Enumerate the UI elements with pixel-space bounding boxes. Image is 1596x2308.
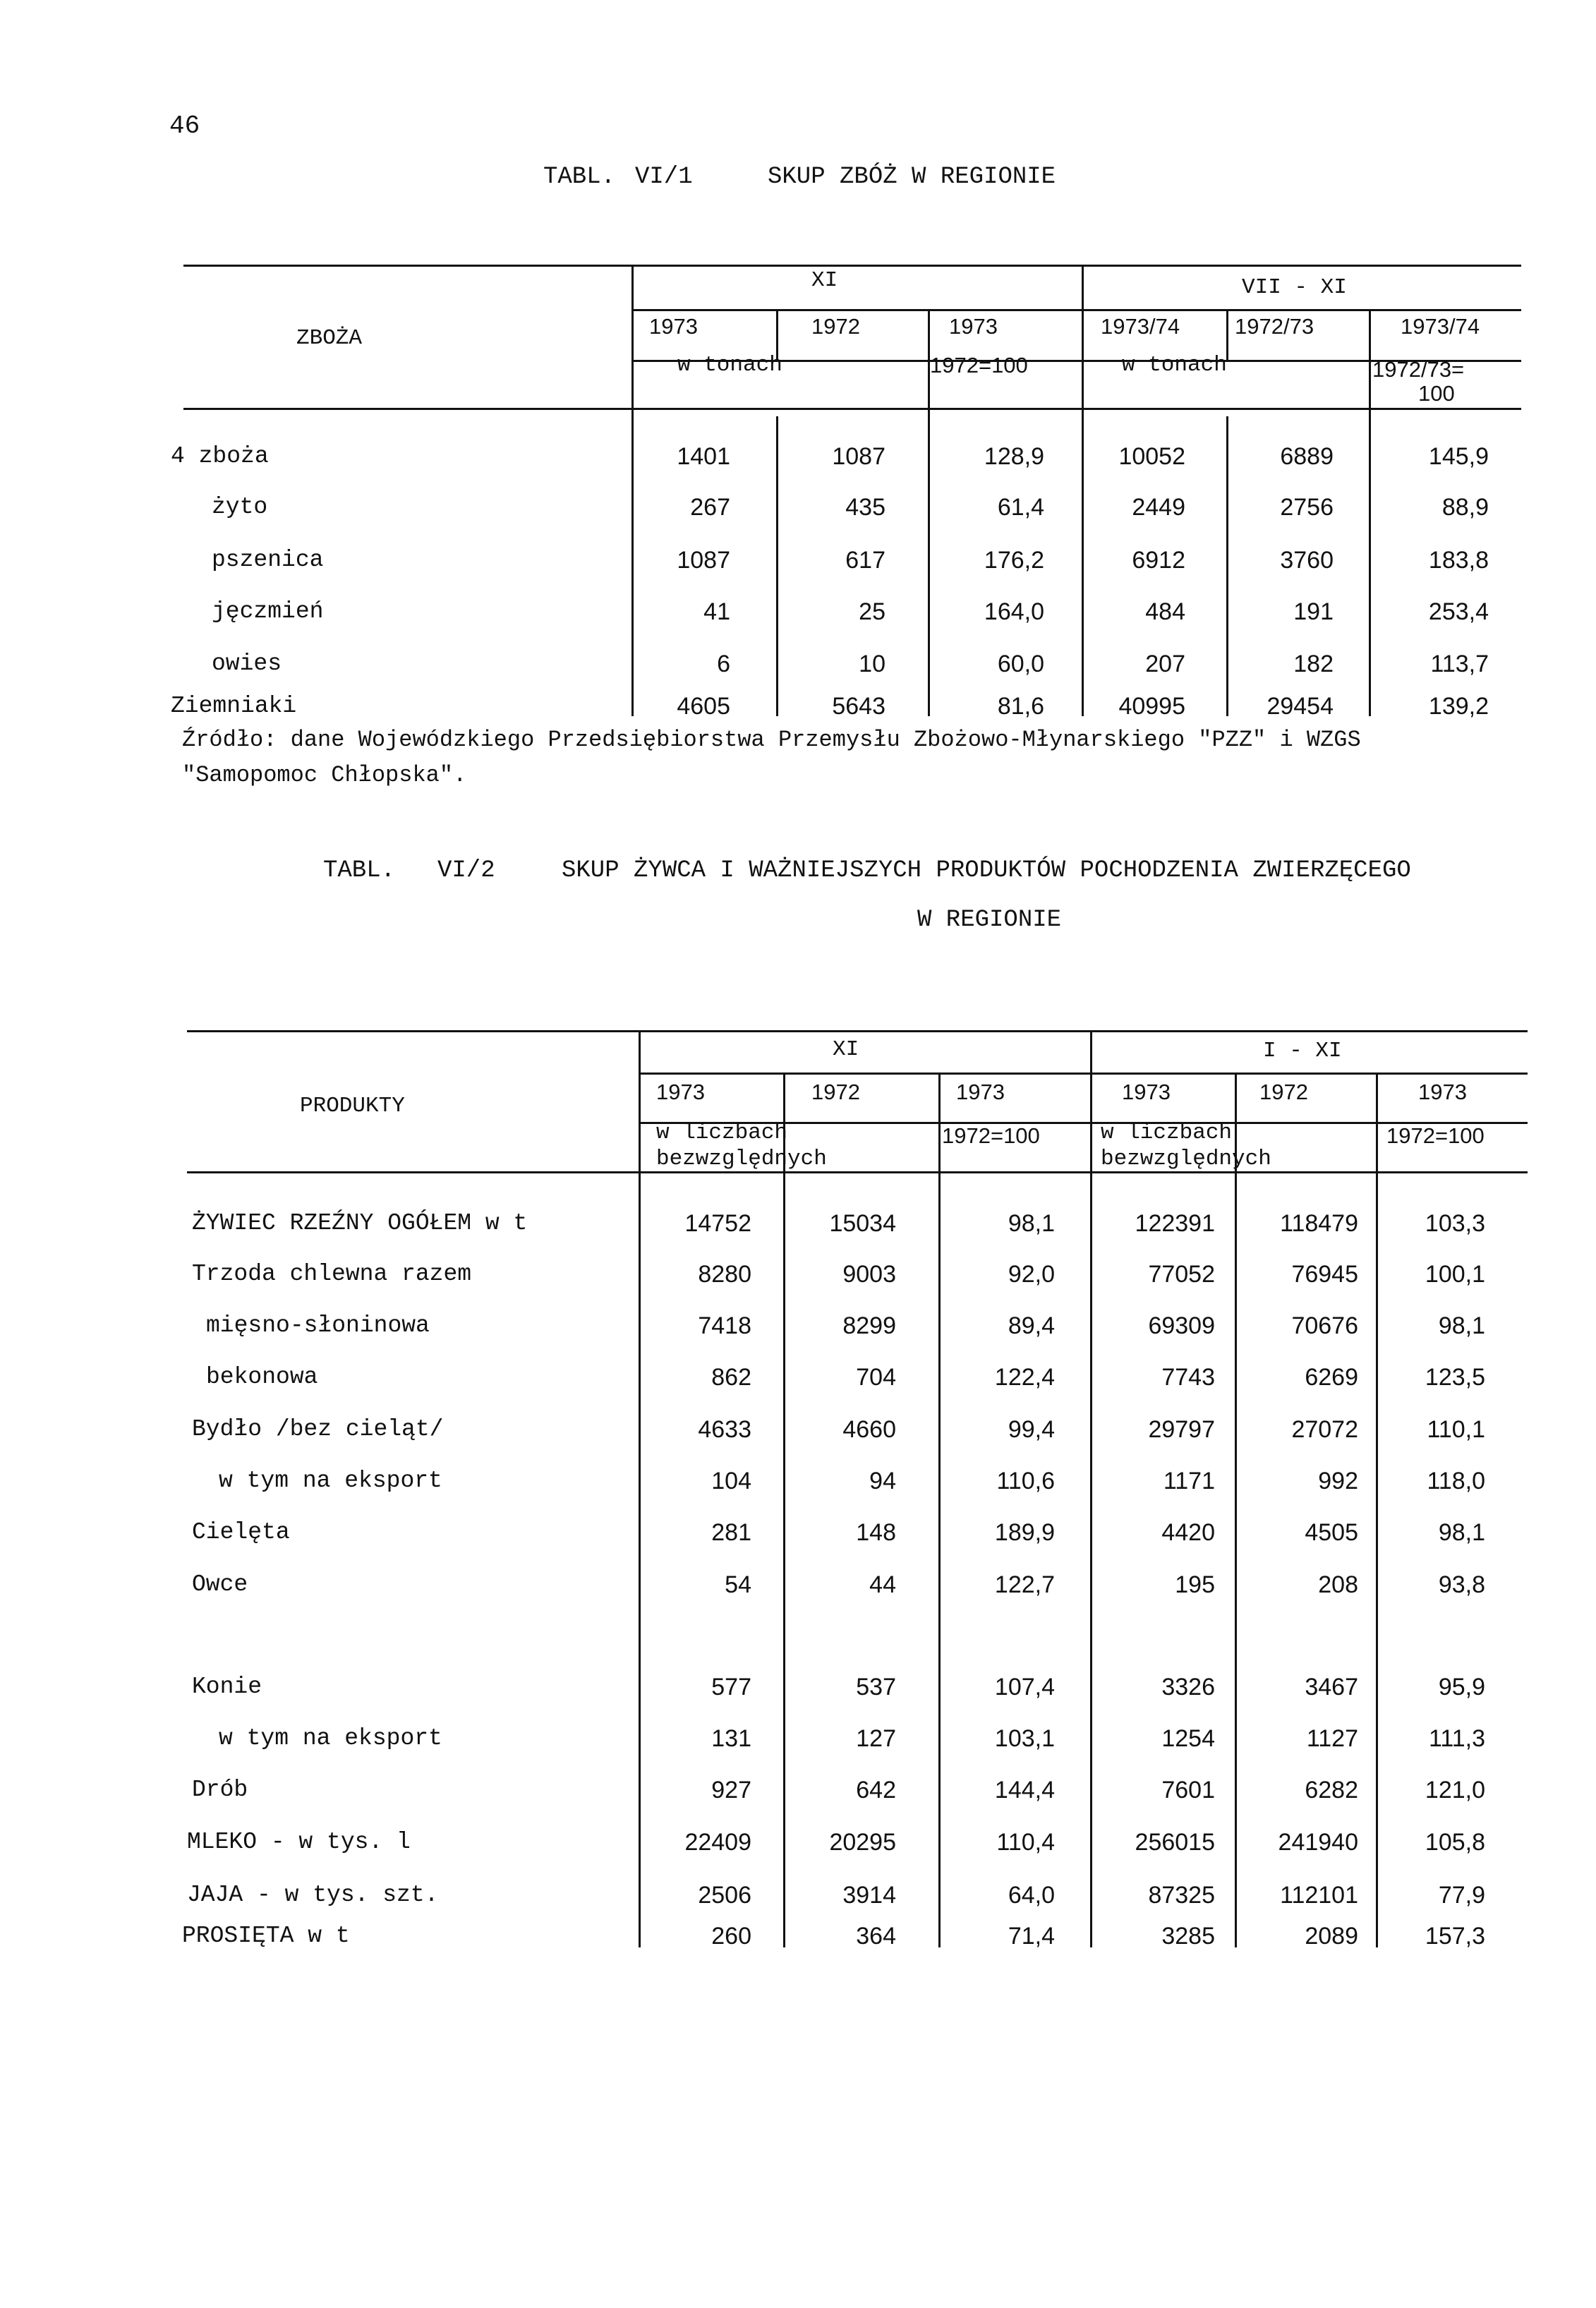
table1-cell: 3760 — [1280, 547, 1334, 574]
table2-year: 1973 — [956, 1080, 1005, 1104]
table2-year: 1972 — [811, 1080, 860, 1104]
table2-cell: 110,4 — [996, 1829, 1055, 1856]
table2-unit: w liczbach — [656, 1120, 788, 1145]
table1-cell: 191 — [1293, 598, 1334, 625]
table2-row-label: w tym na eksport — [219, 1725, 442, 1751]
table2-cell: 208 — [1318, 1571, 1358, 1598]
table1-unit: w tonach — [1122, 353, 1227, 377]
table2-cell: 107,4 — [994, 1674, 1055, 1700]
table2-col-divider — [1376, 1073, 1378, 1947]
table1-cell: 1087 — [677, 547, 730, 574]
table2-row-label: PROSIĘTA w t — [182, 1923, 350, 1949]
table1-cell: 164,0 — [984, 598, 1044, 625]
table2-cell: 4505 — [1305, 1519, 1358, 1546]
table2-cell: 71,4 — [1008, 1923, 1055, 1950]
table1-cell: 182 — [1293, 651, 1334, 677]
table2-cell: 6269 — [1305, 1364, 1358, 1391]
table1-cell: 176,2 — [984, 547, 1044, 574]
table2-cell: 20295 — [829, 1829, 896, 1856]
table2-cell: 3467 — [1305, 1674, 1358, 1700]
table1-cell: 6 — [717, 651, 730, 677]
table1-top-rule — [183, 265, 1521, 267]
table2-cell: 704 — [856, 1364, 896, 1391]
table1-row-label: jęczmień — [212, 598, 324, 624]
table1-cell: 145,9 — [1428, 443, 1489, 470]
table1-number: VI/1 — [635, 164, 693, 191]
table1-cell: 6889 — [1280, 443, 1334, 470]
table2-unit: w liczbach — [1101, 1120, 1233, 1145]
table2-cell: 77052 — [1148, 1261, 1215, 1288]
table2-cell: 122,7 — [994, 1571, 1055, 1598]
table1-col-divider — [776, 416, 778, 716]
table2-index: 1972=100 — [1386, 1123, 1485, 1148]
table2-cell: 122,4 — [994, 1364, 1055, 1391]
table2-cell: 29797 — [1148, 1416, 1215, 1443]
table1-index: 1972/73= — [1372, 357, 1465, 382]
table1-cell: 435 — [845, 494, 885, 521]
table2-row-label: MLEKO - w tys. l — [187, 1829, 411, 1855]
table2-cell: 93,8 — [1438, 1571, 1485, 1598]
table2-cell: 87325 — [1148, 1882, 1215, 1909]
table2-cell: 110,6 — [996, 1468, 1055, 1494]
table2-number: VI/2 — [437, 857, 495, 884]
table2-cell: 64,0 — [1008, 1882, 1055, 1909]
table2-cell: 27072 — [1291, 1416, 1358, 1443]
table2-cell: 98,1 — [1438, 1519, 1485, 1546]
table1-cell: 10 — [859, 651, 885, 677]
table2-cell: 77,9 — [1438, 1882, 1485, 1909]
table1-row-label: Ziemniaki — [171, 693, 297, 719]
table2-cell: 577 — [711, 1674, 751, 1700]
table1-cell: 128,9 — [984, 443, 1044, 470]
table2-row-label: Bydło /bez cieląt/ — [192, 1416, 444, 1442]
table2-cell: 95,9 — [1438, 1674, 1485, 1700]
table2-cell: 642 — [856, 1777, 896, 1803]
table2-year: 1973 — [656, 1080, 705, 1104]
table2-title: SKUP ŻYWCA I WAŻNIEJSZYCH PRODUKTÓW POCHODZENIA ZWIERZĘCEGO — [562, 857, 1411, 884]
table2-cell: 1127 — [1306, 1725, 1358, 1752]
table1-header-rule — [183, 408, 1521, 410]
table1-row-label: pszenica — [212, 547, 324, 573]
table1-source: "Samopomoc Chłopska". — [182, 762, 467, 788]
table2-row-label: ŻYWIEC RZEŹNY OGÓŁEM w t — [192, 1210, 528, 1236]
table1-year: 1973 — [949, 314, 998, 339]
table2-cell: 157,3 — [1425, 1923, 1485, 1950]
table2-title-line2: W REGIONIE — [917, 907, 1062, 934]
table2-row-label: bekonowa — [206, 1364, 318, 1390]
table1-cell: 267 — [690, 494, 730, 521]
table2-col-divider — [783, 1073, 785, 1947]
table2-cell: 6282 — [1305, 1777, 1358, 1803]
table2-cell: 927 — [711, 1777, 751, 1803]
table2-cell: 9003 — [842, 1261, 896, 1288]
table1-index: 100 — [1418, 381, 1455, 406]
table2-row-header: PRODUKTY — [300, 1094, 405, 1118]
table2-unit: bezwzględnych — [1101, 1147, 1271, 1171]
table2-cell: 8280 — [698, 1261, 751, 1288]
table2-cell: 70676 — [1291, 1312, 1358, 1339]
table2-col-divider — [938, 1073, 941, 1947]
table2-cell: 111,3 — [1428, 1725, 1485, 1752]
table2-row-label: Drób — [192, 1777, 248, 1803]
table1-group-xi: XI — [811, 268, 838, 293]
table1-year-rule — [631, 309, 1521, 311]
table1-label: TABL. — [543, 164, 616, 191]
table1-row-header: ZBOŻA — [296, 326, 363, 351]
table1-cell: 1087 — [832, 443, 885, 470]
table2-cell: 195 — [1175, 1571, 1215, 1598]
table2-group-i-xi: I - XI — [1263, 1039, 1342, 1063]
table1-cell: 5643 — [832, 693, 885, 720]
table1-cell: 29454 — [1266, 693, 1334, 720]
table1-cell: 88,9 — [1441, 494, 1489, 521]
table2-cell: 7418 — [698, 1312, 751, 1339]
table1-cell: 4605 — [677, 693, 730, 720]
table1-cell: 10052 — [1118, 443, 1185, 470]
table1-row-label: owies — [212, 651, 282, 677]
table1-cell: 484 — [1145, 598, 1185, 625]
table2-cell: 7601 — [1161, 1777, 1215, 1803]
table2-cell: 98,1 — [1008, 1210, 1055, 1237]
table2-cell: 4420 — [1161, 1519, 1215, 1546]
table2-label: TABL. — [323, 857, 396, 884]
table1-cell: 139,2 — [1428, 693, 1489, 720]
table2-row-label: mięsno-słoninowa — [206, 1312, 430, 1339]
table2-top-rule — [187, 1030, 1528, 1032]
table2-cell: 189,9 — [994, 1519, 1055, 1546]
table2-cell: 537 — [856, 1674, 896, 1700]
table1-col-divider — [1226, 416, 1228, 716]
table2-cell: 121,0 — [1425, 1777, 1485, 1803]
table2-cell: 98,1 — [1438, 1312, 1485, 1339]
table1-col-divider — [631, 265, 634, 716]
table2-row-label: Konie — [192, 1674, 262, 1700]
table1-cell: 2449 — [1132, 494, 1185, 521]
table2-col-divider — [1235, 1073, 1237, 1947]
table2-cell: 94 — [869, 1468, 896, 1494]
table2-cell: 100,1 — [1425, 1261, 1485, 1288]
table2-cell: 15034 — [829, 1210, 896, 1237]
table2-cell: 127 — [856, 1725, 896, 1752]
table1-row-label: żyto — [212, 494, 268, 520]
table2-cell: 992 — [1318, 1468, 1358, 1494]
table2-cell: 4660 — [842, 1416, 896, 1443]
table1-source: Źródło: dane Wojewódzkiego Przedsiębiorstwa Przemysłu Zbożowo-Młynarskiego "PZZ" i WZGS — [182, 727, 1361, 753]
table2-cell: 256015 — [1135, 1829, 1215, 1856]
table2-cell: 8299 — [842, 1312, 896, 1339]
table2-cell: 281 — [711, 1519, 751, 1546]
table2-cell: 99,4 — [1008, 1416, 1055, 1443]
table2-year-rule — [639, 1073, 1528, 1075]
table2-cell: 89,4 — [1008, 1312, 1055, 1339]
table2-row-label: Trzoda chlewna razem — [192, 1261, 472, 1287]
table2-cell: 123,5 — [1425, 1364, 1485, 1391]
table1-cell: 40995 — [1118, 693, 1185, 720]
table2-cell: 54 — [725, 1571, 751, 1598]
table1-year: 1973/74 — [1101, 314, 1180, 339]
table2-cell: 104 — [711, 1468, 751, 1494]
table2-cell: 118,0 — [1427, 1468, 1485, 1494]
table1-year: 1973/74 — [1401, 314, 1480, 339]
table1-cell: 253,4 — [1428, 598, 1489, 625]
table1-row-label: 4 zboża — [171, 443, 269, 469]
table2-cell: 112101 — [1280, 1882, 1358, 1909]
table2-cell: 76945 — [1291, 1261, 1358, 1288]
table2-cell: 103,1 — [994, 1725, 1055, 1752]
table2-row-label: w tym na eksport — [219, 1468, 442, 1494]
table1-cell: 1401 — [677, 443, 730, 470]
table2-cell: 92,0 — [1008, 1261, 1055, 1288]
table2-cell: 7743 — [1161, 1364, 1215, 1391]
table2-cell: 862 — [711, 1364, 751, 1391]
table1-cell: 113,7 — [1430, 651, 1489, 677]
table1-unit: w tonach — [677, 353, 782, 377]
table2-cell: 110,1 — [1427, 1416, 1485, 1443]
table2-year: 1973 — [1122, 1080, 1171, 1104]
table2-cell: 144,4 — [994, 1777, 1055, 1803]
table1-cell: 25 — [859, 598, 885, 625]
table1-cell: 6912 — [1132, 547, 1185, 574]
table2-cell: 131 — [711, 1725, 751, 1752]
table2-cell: 1171 — [1163, 1468, 1215, 1494]
table1-cell: 2756 — [1280, 494, 1334, 521]
table2-group-xi: XI — [833, 1037, 859, 1062]
table1-index: 1972=100 — [930, 353, 1028, 377]
table2-cell: 22409 — [684, 1829, 751, 1856]
table1-cell: 61,4 — [997, 494, 1044, 521]
table2-cell: 118479 — [1280, 1210, 1358, 1237]
table1-col-divider — [1369, 309, 1371, 716]
table2-cell: 103,3 — [1425, 1210, 1485, 1237]
table2-cell: 3285 — [1161, 1923, 1215, 1950]
table2-header-rule — [187, 1171, 1528, 1173]
table1-title: SKUP ZBÓŻ W REGIONIE — [768, 164, 1056, 191]
table1-year: 1972 — [811, 314, 860, 339]
table1-cell: 617 — [845, 547, 885, 574]
table1-cell: 41 — [703, 598, 730, 625]
table2-cell: 260 — [711, 1923, 751, 1950]
table2-cell: 364 — [856, 1923, 896, 1950]
table2-col-divider — [1090, 1030, 1092, 1947]
table2-row-label: Cielęta — [192, 1519, 290, 1545]
table2-col-divider — [639, 1030, 641, 1947]
table2-year: 1972 — [1259, 1080, 1308, 1104]
table1-year: 1972/73 — [1235, 314, 1314, 339]
page-number: 46 — [169, 111, 200, 140]
table2-cell: 2506 — [698, 1882, 751, 1909]
table2-row-label: JAJA - w tys. szt. — [187, 1882, 439, 1908]
table2-cell: 44 — [869, 1571, 896, 1598]
table2-year: 1973 — [1418, 1080, 1467, 1104]
table2-row-label: Owce — [192, 1571, 248, 1597]
table2-cell: 105,8 — [1425, 1829, 1485, 1856]
table1-cell: 183,8 — [1428, 547, 1489, 574]
table2-cell: 241940 — [1278, 1829, 1358, 1856]
table2-cell: 14752 — [684, 1210, 751, 1237]
table2-cell: 3326 — [1161, 1674, 1215, 1700]
table1-col-divider — [1082, 265, 1084, 716]
table2-cell: 1254 — [1161, 1725, 1215, 1752]
table1-cell: 60,0 — [997, 651, 1044, 677]
table1-group-vii-xi: VII - XI — [1242, 275, 1347, 300]
table2-cell: 2089 — [1305, 1923, 1358, 1950]
table2-unit: bezwzględnych — [656, 1147, 827, 1171]
table1-year: 1973 — [649, 314, 698, 339]
table2-index: 1972=100 — [942, 1123, 1040, 1148]
table1-cell: 207 — [1145, 651, 1185, 677]
table2-cell: 148 — [856, 1519, 896, 1546]
table2-cell: 69309 — [1148, 1312, 1215, 1339]
table2-cell: 4633 — [698, 1416, 751, 1443]
table1-cell: 81,6 — [997, 693, 1044, 720]
table2-cell: 3914 — [842, 1882, 896, 1909]
table2-cell: 122391 — [1135, 1210, 1215, 1237]
